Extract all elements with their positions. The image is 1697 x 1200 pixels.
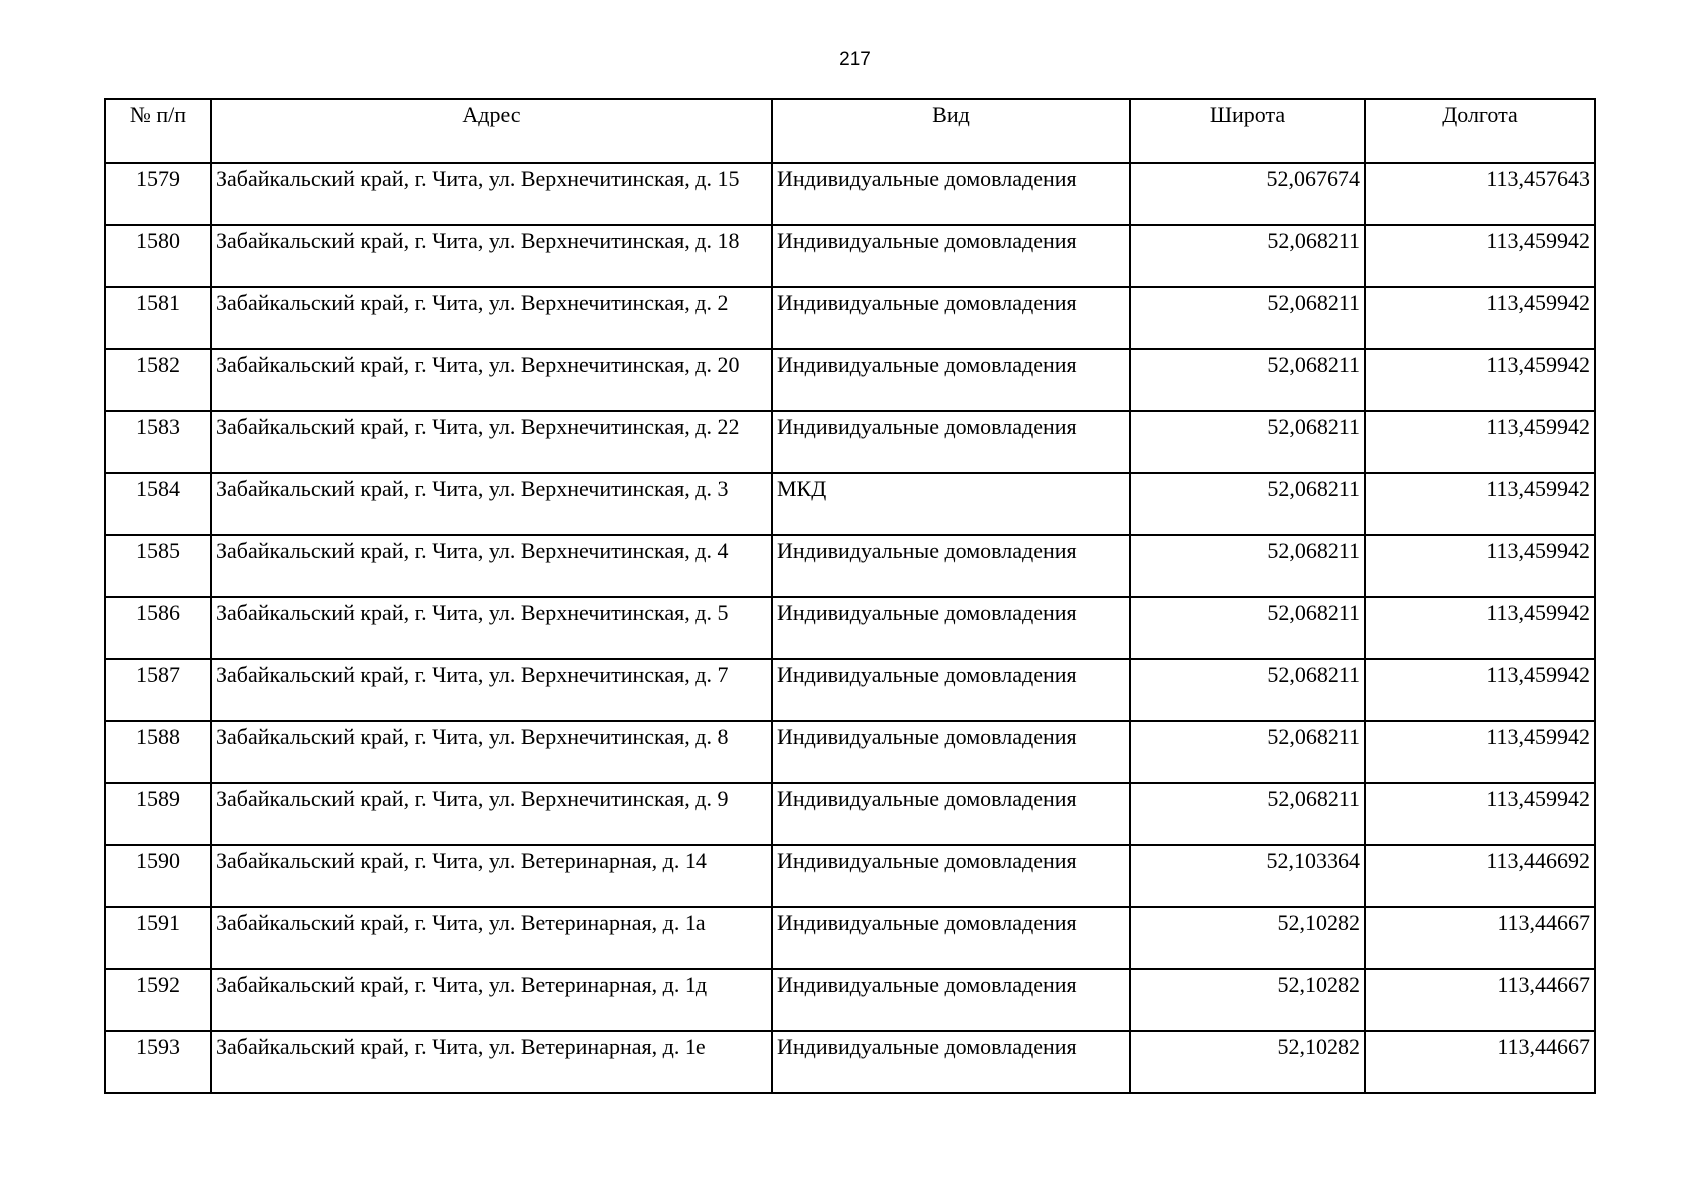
- row-number-cell: 1580: [105, 225, 211, 287]
- longitude-cell: 113,446692: [1365, 845, 1595, 907]
- table-row: [105, 349, 1595, 411]
- kind-cell: Индивидуальные домовладения: [772, 535, 1130, 597]
- table-row: [105, 845, 1595, 907]
- row-number-cell: 1590: [105, 845, 211, 907]
- header-address: Адрес: [211, 99, 772, 163]
- longitude-cell: 113,459942: [1365, 349, 1595, 411]
- latitude-cell: 52,068211: [1130, 783, 1365, 845]
- latitude-cell: 52,067674: [1130, 163, 1365, 225]
- longitude-cell: 113,459942: [1365, 783, 1595, 845]
- table-row: [105, 659, 1595, 721]
- row-number-cell: 1592: [105, 969, 211, 1031]
- latitude-cell: 52,10282: [1130, 1031, 1365, 1093]
- longitude-cell: 113,459942: [1365, 287, 1595, 349]
- address-cell: Забайкальский край, г. Чита, ул. Верхнечитинская, д. 22: [211, 411, 772, 473]
- page-number: 217: [839, 49, 871, 70]
- row-number-cell: 1579: [105, 163, 211, 225]
- row-number-cell: 1593: [105, 1031, 211, 1093]
- address-cell: Забайкальский край, г. Чита, ул. Верхнечитинская, д. 5: [211, 597, 772, 659]
- kind-cell: Индивидуальные домовладения: [772, 287, 1130, 349]
- row-number-cell: 1587: [105, 659, 211, 721]
- address-cell: Забайкальский край, г. Чита, ул. Верхнечитинская, д. 7: [211, 659, 772, 721]
- address-cell: Забайкальский край, г. Чита, ул. Верхнечитинская, д. 2: [211, 287, 772, 349]
- table-row: [105, 783, 1595, 845]
- kind-cell: Индивидуальные домовладения: [772, 349, 1130, 411]
- address-cell: Забайкальский край, г. Чита, ул. Верхнечитинская, д. 18: [211, 225, 772, 287]
- row-number-cell: 1589: [105, 783, 211, 845]
- table-row: [105, 287, 1595, 349]
- table-row: [105, 597, 1595, 659]
- table-row: [105, 225, 1595, 287]
- table-row: [105, 721, 1595, 783]
- row-number-cell: 1584: [105, 473, 211, 535]
- header-number: № п/п: [105, 99, 211, 163]
- table-row: [105, 1031, 1595, 1093]
- latitude-cell: 52,068211: [1130, 597, 1365, 659]
- longitude-cell: 113,459942: [1365, 721, 1595, 783]
- address-cell: Забайкальский край, г. Чита, ул. Верхнечитинская, д. 3: [211, 473, 772, 535]
- longitude-cell: 113,44667: [1365, 907, 1595, 969]
- address-cell: Забайкальский край, г. Чита, ул. Верхнечитинская, д. 15: [211, 163, 772, 225]
- kind-cell: Индивидуальные домовладения: [772, 411, 1130, 473]
- latitude-cell: 52,068211: [1130, 411, 1365, 473]
- address-cell: Забайкальский край, г. Чита, ул. Ветеринарная, д. 1е: [211, 1031, 772, 1093]
- header-kind: Вид: [772, 99, 1130, 163]
- row-number-cell: 1582: [105, 349, 211, 411]
- longitude-cell: 113,459942: [1365, 411, 1595, 473]
- longitude-cell: 113,459942: [1365, 225, 1595, 287]
- kind-cell: Индивидуальные домовладения: [772, 845, 1130, 907]
- longitude-cell: 113,44667: [1365, 969, 1595, 1031]
- row-number-cell: 1586: [105, 597, 211, 659]
- longitude-cell: 113,457643: [1365, 163, 1595, 225]
- header-latitude: Широта: [1130, 99, 1365, 163]
- table-row: [105, 535, 1595, 597]
- kind-cell: Индивидуальные домовладения: [772, 225, 1130, 287]
- table-row: [105, 163, 1595, 225]
- kind-cell: Индивидуальные домовладения: [772, 163, 1130, 225]
- address-cell: Забайкальский край, г. Чита, ул. Верхнечитинская, д. 4: [211, 535, 772, 597]
- longitude-cell: 113,459942: [1365, 535, 1595, 597]
- latitude-cell: 52,068211: [1130, 535, 1365, 597]
- table-row: [105, 907, 1595, 969]
- table-body: [105, 163, 1595, 1093]
- latitude-cell: 52,10282: [1130, 907, 1365, 969]
- longitude-cell: 113,459942: [1365, 473, 1595, 535]
- address-cell: Забайкальский край, г. Чита, ул. Верхнечитинская, д. 20: [211, 349, 772, 411]
- table-row: [105, 473, 1595, 535]
- row-number-cell: 1588: [105, 721, 211, 783]
- kind-cell: МКД: [772, 473, 1130, 535]
- table-row: [105, 411, 1595, 473]
- longitude-cell: 113,44667: [1365, 1031, 1595, 1093]
- latitude-cell: 52,10282: [1130, 969, 1365, 1031]
- latitude-cell: 52,103364: [1130, 845, 1365, 907]
- row-number-cell: 1591: [105, 907, 211, 969]
- latitude-cell: 52,068211: [1130, 287, 1365, 349]
- latitude-cell: 52,068211: [1130, 473, 1365, 535]
- header-longitude: Долгота: [1365, 99, 1595, 163]
- longitude-cell: 113,459942: [1365, 659, 1595, 721]
- kind-cell: Индивидуальные домовладения: [772, 659, 1130, 721]
- latitude-cell: 52,068211: [1130, 659, 1365, 721]
- table-header: [105, 99, 1595, 163]
- table-row: [105, 969, 1595, 1031]
- latitude-cell: 52,068211: [1130, 721, 1365, 783]
- row-number-cell: 1585: [105, 535, 211, 597]
- address-cell: Забайкальский край, г. Чита, ул. Верхнечитинская, д. 8: [211, 721, 772, 783]
- latitude-cell: 52,068211: [1130, 225, 1365, 287]
- header-row: [105, 99, 1595, 163]
- kind-cell: Индивидуальные домовладения: [772, 907, 1130, 969]
- row-number-cell: 1583: [105, 411, 211, 473]
- kind-cell: Индивидуальные домовладения: [772, 721, 1130, 783]
- kind-cell: Индивидуальные домовладения: [772, 783, 1130, 845]
- address-cell: Забайкальский край, г. Чита, ул. Верхнечитинская, д. 9: [211, 783, 772, 845]
- address-table: [104, 98, 1596, 1094]
- kind-cell: Индивидуальные домовладения: [772, 597, 1130, 659]
- latitude-cell: 52,068211: [1130, 349, 1365, 411]
- row-number-cell: 1581: [105, 287, 211, 349]
- address-cell: Забайкальский край, г. Чита, ул. Ветеринарная, д. 1д: [211, 969, 772, 1031]
- kind-cell: Индивидуальные домовладения: [772, 1031, 1130, 1093]
- kind-cell: Индивидуальные домовладения: [772, 969, 1130, 1031]
- address-cell: Забайкальский край, г. Чита, ул. Ветеринарная, д. 1а: [211, 907, 772, 969]
- longitude-cell: 113,459942: [1365, 597, 1595, 659]
- address-cell: Забайкальский край, г. Чита, ул. Ветеринарная, д. 14: [211, 845, 772, 907]
